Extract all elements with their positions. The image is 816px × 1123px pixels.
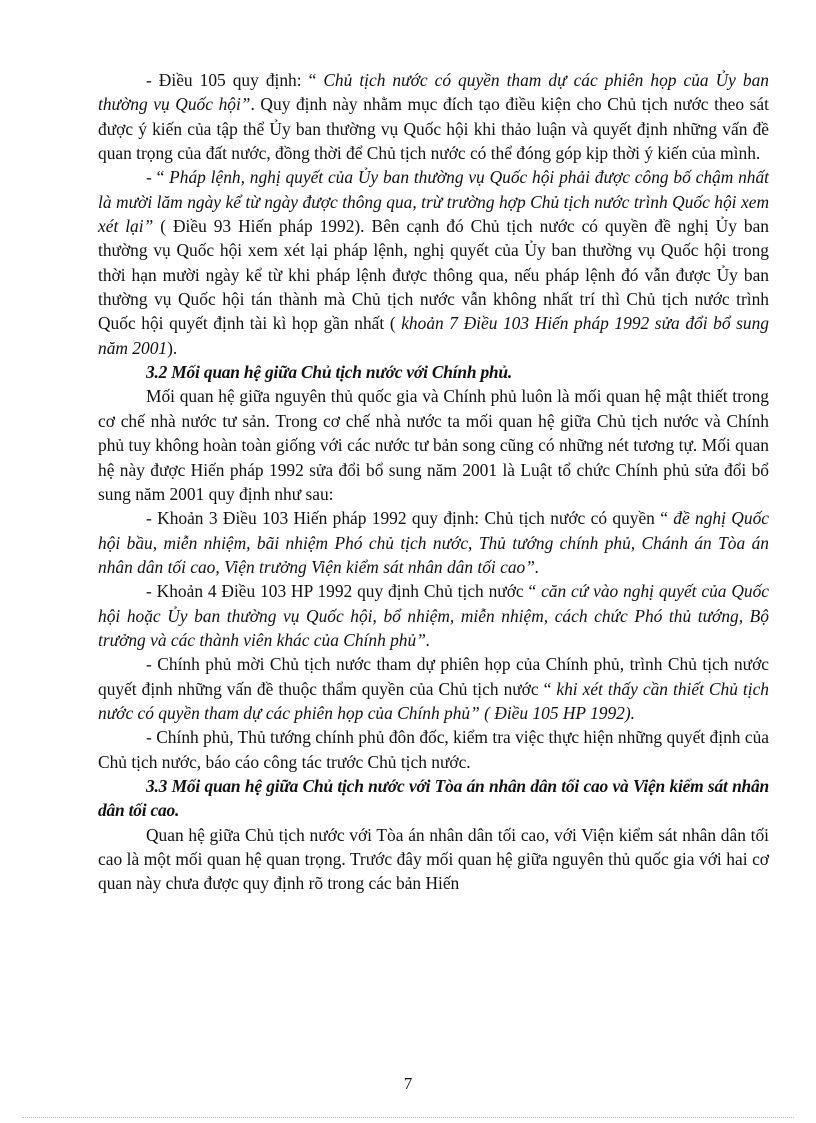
paragraph-clause-4: - Khoản 4 Điều 103 HP 1992 quy định Chủ tịch nước “ căn cứ vào nghị quyết của Quốc hội hoặc Ủy ban thường vụ Quốc hội, bổ nhiệm, miễn nhiệm, cách chức Phó thủ tướng, Bộ trưởng và các thành viên khác của Chính phủ”.: [98, 581, 769, 650]
page-number: 7: [403, 1074, 413, 1093]
section-heading-3-2: 3.2 Mối quan hệ giữa Chủ tịch nước với Chính phủ.: [146, 362, 513, 383]
page-bottom-divider: [22, 1117, 794, 1118]
paragraph-article-105: - Điều 105 quy định: “ Chủ tịch nước có quyền tham dự các phiên họp của Ủy ban thường vụ Quốc hội”. Quy định này nhằm mục đích tạo điều kiện cho Chủ tịch nước theo sát được ý kiến của tập thể Ủy ban thường vụ Quốc hội khi thảo luận và quyết định những vấn đề quan trọng của đất nước, đồng thời để Chủ tịch nước có thể đóng góp kịp thời ý kiến của mình.: [98, 70, 769, 164]
paragraph-prime-minister: - Chính phủ, Thủ tướng chính phủ đôn đốc, kiểm tra việc thực hiện những quyết định của Chủ tịch nước, báo cáo công tác trước Chủ tịch nước.: [98, 727, 769, 772]
section-heading-3-3: 3.3 Mối quan hệ giữa Chủ tịch nước với Tòa án nhân dân tối cao và Viện kiểm sát nhân dân tối cao.: [98, 775, 769, 821]
paragraph-government-relation: Mối quan hệ giữa nguyên thủ quốc gia và Chính phủ luôn là mối quan hệ mật thiết trong cơ chế nhà nước tư sản. Trong cơ chế nhà nước ta mối quan hệ giữa Chủ tịch nước và Chính phủ tuy không hoàn toàn giống với các nước tư bản song cũng có những nét tương tự. Mối quan hệ này được Hiến pháp 1992 sửa đổi bổ sung năm 2001 là Luật tổ chức Chính phủ sửa đổi bổ sung năm 2001 quy định như sau:: [98, 386, 769, 504]
paragraph-court-procuracy: Quan hệ giữa Chủ tịch nước với Tòa án nhân dân tối cao, với Viện kiểm sát nhân dân tối cao là một mối quan hệ quan trọng. Trước đây mối quan hệ giữa nguyên thủ quốc gia với hai cơ quan này chưa được quy định rõ trong các bản Hiến: [98, 824, 769, 894]
paragraph-government-meetings: - Chính phủ mời Chủ tịch nước tham dự phiên họp của Chính phủ, trình Chủ tịch nước quyết định những vấn đề thuộc thẩm quyền của Chủ tịch nước “ khi xét thấy cần thiết Chủ tịch nước có quyền tham dự các phiên họp của Chính phủ” ( Điều 105 HP 1992).: [98, 654, 769, 723]
paragraph-ordinance-publication: - “ Pháp lệnh, nghị quyết của Ủy ban thường vụ Quốc hội phải được công bố chậm nhất là mười lăm ngày kể từ ngày được thông qua, trừ trường hợp Chủ tịch nước trình Quốc hội xem xét lại” ( Điều 93 Hiến pháp 1992). Bên cạnh đó Chủ tịch nước có quyền đề nghị Ủy ban thường vụ Quốc hội xem xét lại pháp lệnh, nghị quyết của Ủy ban thường vụ Quốc hội trong thời hạn mười ngày kể từ khi pháp lệnh được thông qua, nếu pháp lệnh đó vẫn được Ủy ban thường vụ Quốc hội tán thành mà Chủ tịch nước vẫn không nhất trí thì Chủ tịch nước trình Quốc hội quyết định tài kì họp gần nhất ( khoản 7 Điều 103 Hiến pháp 1992 sửa đổi bổ sung năm 2001).: [98, 167, 769, 358]
paragraph-clause-3: - Khoản 3 Điều 103 Hiến pháp 1992 quy định: Chủ tịch nước có quyền “ đề nghị Quốc hội bầu, miễn nhiệm, bãi nhiệm Phó chủ tịch nước, Thủ tướng chính phủ, Chánh án Tòa án nhân dân tối cao, Viện trưởng Viện kiểm sát nhân dân tối cao”.: [98, 508, 769, 577]
document-page: [98, 68, 769, 896]
